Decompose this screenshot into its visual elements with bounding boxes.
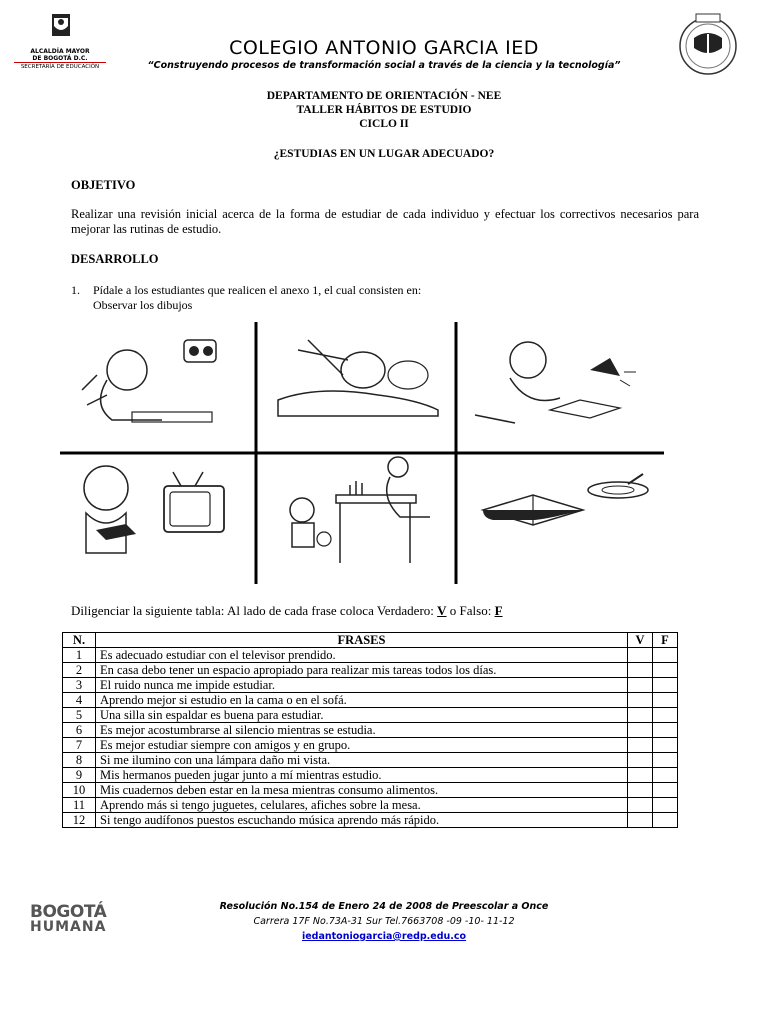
table-row (63, 753, 678, 768)
true-answer-cell[interactable] (628, 768, 653, 783)
true-letter: V (437, 603, 447, 618)
logo-text-3: SECRETARÍA DE EDUCACIÓN (14, 62, 106, 71)
table-row (63, 738, 678, 753)
department-line2: TALLER HÁBITOS DE ESTUDIO (296, 104, 472, 116)
false-answer-cell[interactable] (653, 708, 678, 723)
school-motto: “Construyendo procesos de transformación social a través de la ciencia y la tecnología” (147, 60, 621, 71)
row-number: 3 (63, 678, 96, 693)
instructions-prefix: Diligenciar la siguiente tabla: Al lado de cada frase coloca Verdadero: (71, 603, 438, 618)
row-number: 1 (63, 648, 96, 663)
objetivo-heading: OBJETIVO (71, 178, 136, 192)
department-line3: CICLO II (359, 118, 409, 130)
table-row (63, 708, 678, 723)
child-with-radio-drawing (72, 330, 222, 430)
row-phrase: En casa debo tener un espacio apropiado para realizar mis tareas todos los días. (96, 663, 628, 678)
false-answer-cell[interactable] (653, 768, 678, 783)
row-phrase: Si me ilumino con una lámpara daño mi vista. (96, 753, 628, 768)
row-phrase: Es mejor acostumbrarse al silencio mientras se estudia. (96, 723, 628, 738)
footer-email-link[interactable]: iedantoniogarcia@redp.edu.co (301, 931, 467, 942)
header-n: N. (63, 633, 96, 648)
row-phrase: Una silla sin espaldar es buena para estudiar. (96, 708, 628, 723)
item-text: Pídale a los estudiantes que realicen el anexo 1, el cual consisten en: (93, 283, 422, 297)
kid-and-woman-desk-drawing (270, 455, 440, 575)
false-answer-cell[interactable] (653, 693, 678, 708)
row-number: 5 (63, 708, 96, 723)
false-answer-cell[interactable] (653, 738, 678, 753)
row-number: 7 (63, 738, 96, 753)
table-row (63, 678, 678, 693)
table-row (63, 648, 678, 663)
false-answer-cell[interactable] (653, 678, 678, 693)
table-row (63, 693, 678, 708)
false-answer-cell[interactable] (653, 798, 678, 813)
row-number: 11 (63, 798, 96, 813)
true-answer-cell[interactable] (628, 708, 653, 723)
logo-line1: BOGOTÁ (30, 902, 107, 922)
table-instructions (71, 603, 503, 619)
false-answer-cell[interactable] (653, 663, 678, 678)
desarrollo-heading: DESARROLLO (71, 252, 159, 266)
true-answer-cell[interactable] (628, 663, 653, 678)
false-answer-cell[interactable] (653, 648, 678, 663)
row-number: 4 (63, 693, 96, 708)
row-phrase: Mis cuadernos deben estar en la mesa mientras consumo alimentos. (96, 783, 628, 798)
footer-email-wrap (0, 931, 768, 942)
boy-with-tv-drawing (66, 458, 236, 568)
table-row (63, 663, 678, 678)
table-header-row (63, 633, 678, 648)
objetivo-text: Realizar una revisión inicial acerca de la forma de estudiar de cada individuo y efectuar los correctivos necesarios para mejorar las rutinas de estudio. (71, 207, 699, 236)
header-v: V (628, 633, 653, 648)
true-answer-cell[interactable] (628, 723, 653, 738)
logo-text-1: ALCALDÍA MAYOR (30, 48, 90, 55)
department-line1: DEPARTAMENTO DE ORIENTACIÓN - NEE (266, 90, 502, 102)
false-answer-cell[interactable] (653, 813, 678, 828)
logo-line2: HUMANA (30, 919, 107, 935)
main-question: ¿ESTUDIAS EN UN LUGAR ADECUADO? (273, 148, 495, 160)
true-answer-cell[interactable] (628, 753, 653, 768)
row-phrase: Aprendo mejor si estudio en la cama o en el sofá. (96, 693, 628, 708)
table-row (63, 723, 678, 738)
row-number: 9 (63, 768, 96, 783)
false-letter: F (494, 603, 503, 618)
table-row (63, 768, 678, 783)
true-answer-cell[interactable] (628, 648, 653, 663)
row-number: 12 (63, 813, 96, 828)
false-answer-cell[interactable] (653, 783, 678, 798)
table-row (63, 798, 678, 813)
row-phrase: El ruido nunca me impide estudiar. (96, 678, 628, 693)
item-sub: Observar los dibujos (93, 298, 193, 312)
row-phrase: Aprendo más si tengo juguetes, celulares, afiches sobre la mesa. (96, 798, 628, 813)
frases-table (62, 632, 678, 828)
instructions-middle: o Falso: (446, 603, 495, 618)
true-answer-cell[interactable] (628, 783, 653, 798)
row-number: 8 (63, 753, 96, 768)
girl-studying-with-lamp-drawing (470, 330, 650, 430)
footer-resolution: Resolución No.154 de Enero 24 de 2008 de Preescolar a Once (219, 901, 549, 912)
true-answer-cell[interactable] (628, 798, 653, 813)
row-number: 10 (63, 783, 96, 798)
row-number: 6 (63, 723, 96, 738)
true-answer-cell[interactable] (628, 678, 653, 693)
false-answer-cell[interactable] (653, 753, 678, 768)
table-row (63, 813, 678, 828)
row-phrase: Es adecuado estudiar con el televisor prendido. (96, 648, 628, 663)
book-and-plate-drawing (478, 470, 658, 540)
reading-in-bed-drawing (268, 330, 448, 420)
row-phrase: Mis hermanos pueden jugar junto a mí mientras estudio. (96, 768, 628, 783)
true-answer-cell[interactable] (628, 738, 653, 753)
footer-address: Carrera 17F No.73A-31 Sur Tel.7663708 -09 -10- 11-12 (253, 916, 515, 927)
row-phrase: Es mejor estudiar siempre con amigos y en grupo. (96, 738, 628, 753)
true-answer-cell[interactable] (628, 693, 653, 708)
header-frases: FRASES (96, 633, 628, 648)
true-answer-cell[interactable] (628, 813, 653, 828)
header-f: F (653, 633, 678, 648)
false-answer-cell[interactable] (653, 723, 678, 738)
item-number: 1. (71, 283, 80, 297)
logo-text-2: DE BOGOTÁ D.C. (32, 55, 88, 62)
school-name: COLEGIO ANTONIO GARCIA IED (229, 37, 539, 59)
row-phrase: Si tengo audífonos puestos escuchando música aprendo más rápido. (96, 813, 628, 828)
row-number: 2 (63, 663, 96, 678)
table-row (63, 783, 678, 798)
